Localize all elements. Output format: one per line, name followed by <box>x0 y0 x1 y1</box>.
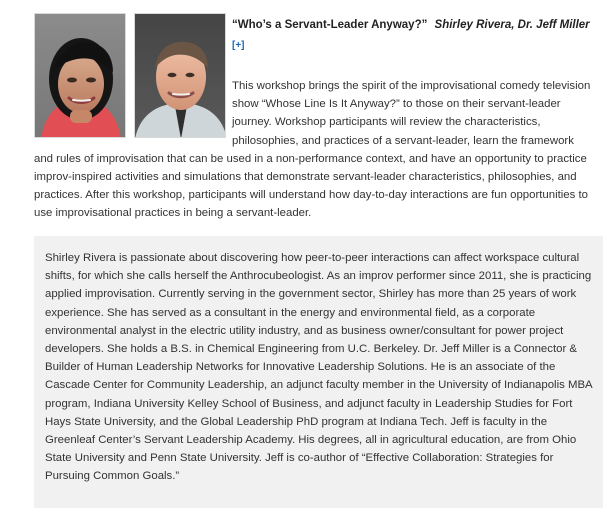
description-line: journey. Workshop participants will review the characteristics, <box>232 116 541 129</box>
description-line: practices. After this workshop, participants will understand how day-to-day interactions are fun opportunities to <box>34 189 588 202</box>
bio-line: Builder of Human Leadership Networks for Innovative Leadership Solutions. He is an associate of the <box>45 361 556 374</box>
bio-line: State University and Penn State University. Jeff is co-author of “Effective Collaboration: Strategies for <box>45 452 554 465</box>
bio-line: shifts, for which she calls herself the Anthrocubeologist. As an improv performer since 2011, she is practicing <box>45 270 592 283</box>
title-line <box>232 18 590 32</box>
workshop-description <box>34 77 589 223</box>
expand-link[interactable]: [+] <box>232 40 245 51</box>
bio-line: program, Indiana University Kelley School of Business, and adjunct faculty in Leadership Studies for Fort <box>45 397 573 410</box>
speaker-bio-panel <box>34 236 603 508</box>
description-line: improv-inspired activities and simulations that demonstrate servant-leader characteristics, philosophies, and <box>34 171 577 184</box>
description-line: and rules of improvisation that can be used in a non-performance context, and have an opportunity to practice <box>34 152 587 165</box>
description-line: use improvisational practices in being a servant-leader. <box>34 207 312 220</box>
speaker-names: Shirley Rivera, Dr. Jeff Miller <box>434 19 590 31</box>
workshop-heading <box>232 18 590 32</box>
description-line: show “Whose Line Is It Anyway?” to those on their servant-leader <box>232 98 561 111</box>
bio-line: Pursuing Common Goals.” <box>45 470 180 483</box>
bio-line: Shirley Rivera is passionate about discovering how peer-to-peer interactions can affect workspace cultural <box>45 252 580 264</box>
bio-line: Greenleaf Center’s Servant Leadership Academy. His degrees, all in agricultural education, are from Ohio <box>45 434 577 447</box>
bio-line: Cascade Center for Community Leadership, an adjunct faculty member in the University of Indianapolis MBA <box>45 379 593 392</box>
workshop-title: “Who’s a Servant-Leader Anyway?” <box>232 19 428 31</box>
bio-line: experience. She has served as a consultant in the energy and environmental field, as a corporate <box>45 306 536 319</box>
bio-line: environmental analyst in the electric utility industry, and as business owner/consultant for power project <box>45 324 564 337</box>
bio-line: Hays State University, and the Global Leadership PhD program at Indiana Tech. Jeff is faculty in the <box>45 415 548 428</box>
description-line: philosophies, and practices of a servant-leader, learn the framework <box>232 134 574 147</box>
workshop-header-section <box>0 0 604 236</box>
speaker-bio <box>45 249 593 486</box>
description-line: This workshop brings the spirit of the improvisational comedy television <box>232 80 591 92</box>
bio-line: applied improvisation. Currently serving in the government sector, Shirley has more than 25 years of work <box>45 288 577 301</box>
bio-line: developers. She holds a B.S. in Chemical Engineering from U.C. Berkeley. Dr. Jeff Miller is a Connector & <box>45 343 578 356</box>
